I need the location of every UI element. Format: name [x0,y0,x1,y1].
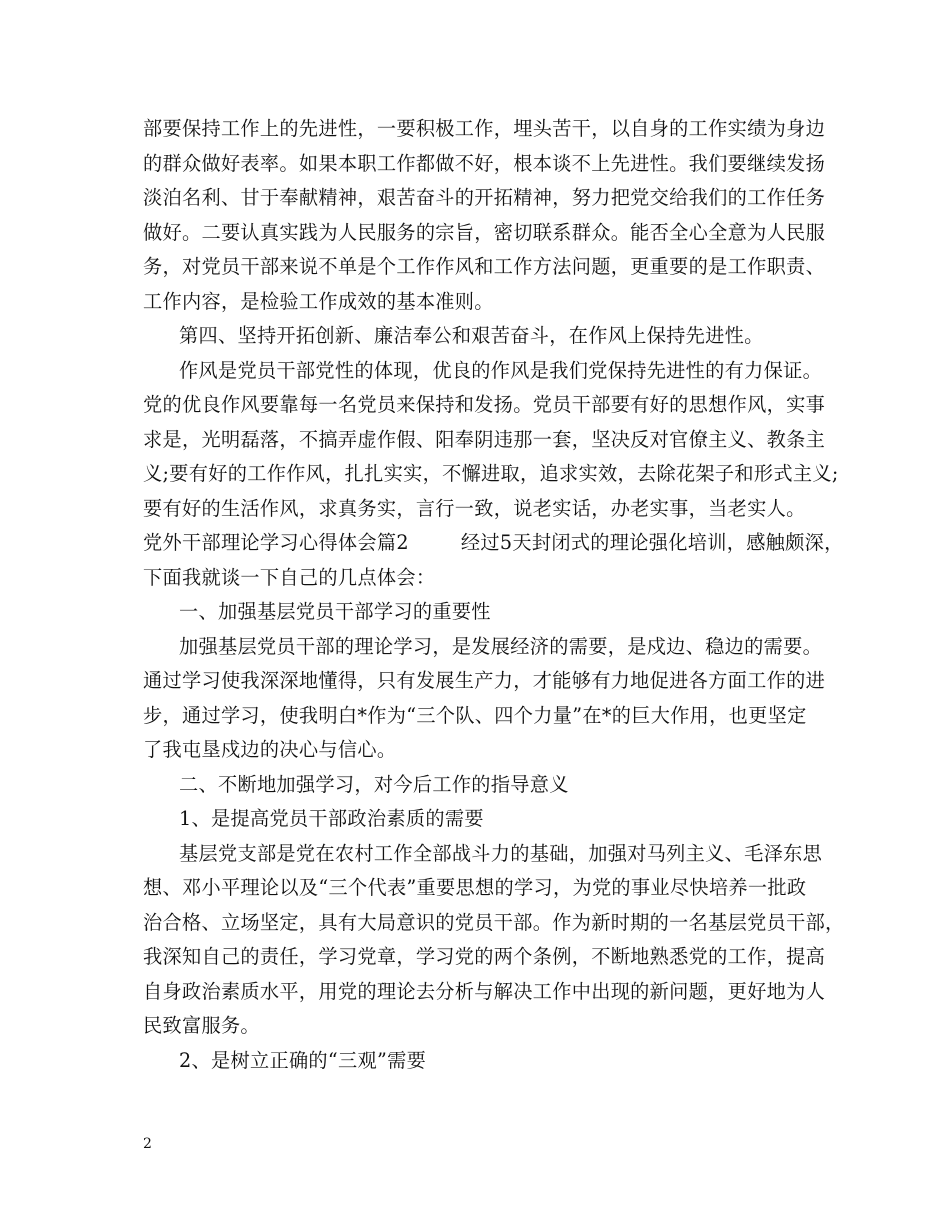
text-line: 步，通过学习，使我明白*作为“三个队、四个力量”在*的巨大作用，也更坚定 [143,703,807,727]
text-line: 了我屯垦戍边的决心与信心。 [143,738,397,761]
text-line: 下面我就谈一下自己的几点体会： [143,565,436,589]
subsection-heading: 1、是提高党员干部政治素质的需要 [179,807,484,830]
section-heading: 二、不断地加强学习，对今后工作的指导意义 [179,772,569,796]
text-line: 作风是党员干部党性的体现，优良的作风是我们党保持先进性的有力保证。 [179,358,823,382]
text-line: 治合格、立场坚定，具有大局意识的党员干部。作为新时期的一名基层党员干部， [143,910,845,934]
text-line: 求是，光明磊落，不搞弄虚作假、阳奉阴违那一套，坚决反对官僚主义、教条主 [143,427,826,451]
document-body [143,112,845,1078]
text-line: 想、邓小平理论以及“三个代表”重要思想的学习，为党的事业尽快培养一批政 [143,876,807,899]
text-line: 部要保持工作上的先进性，一要积极工作，埋头苦干，以自身的工作实绩为身边 [143,117,826,140]
page-number: 2 [143,1136,152,1152]
text-line: 党的优良作风要靠每一名党员来保持和发扬。党员干部要有好的思想作风，实事 [143,393,826,416]
text-line: 做好。二要认真实践为人民服务的宗旨，密切联系群众。能否全心全意为人民服 [143,220,826,244]
text-line: 淡泊名利、甘于奉献精神，艰苦奋斗的开拓精神，努力把党交给我们的工作任务 [143,186,826,209]
article-title: 党外干部理论学习心得体会篇2 [143,531,409,554]
text-line: 义;要有好的工作作风，扎扎实实，不懈进取，追求实效，去除花架子和形式主义; [143,462,839,485]
text-line: 民致富服务。 [143,1014,260,1037]
section-heading: 第四、坚持开拓创新、廉洁奉公和艰苦奋斗，在作风上保持先进性。 [179,324,764,347]
text-line: 基层党支部是党在农村工作全部战斗力的基础，加强对马列主义、毛泽东思 [179,841,823,865]
text-line: 自身政治素质水平，用党的理论去分析与解决工作中出现的新问题，更好地为人 [143,979,826,1003]
article-title-line [143,526,844,561]
article-intro: 经过5天封闭式的理论强化培训，感触颇深， [460,531,844,554]
text-line: 我深知自己的责任，学习党章，学习党的两个条例，不断地熟悉党的工作，提高 [143,945,826,968]
text-line: 要有好的生活作风，求真务实，言行一致，说老实话，办老实事，当老实人。 [143,496,806,520]
subsection-heading: 2、是树立正确的“三观”需要 [179,1048,427,1072]
text-line: 务，对党员干部来说不单是个工作作风和工作方法问题，更重要的是工作职责、 [143,255,826,278]
text-line: 工作内容，是检验工作成效的基本准则。 [143,289,494,313]
text-line: 的群众做好表率。如果本职工作都做不好，根本谈不上先进性。我们要继续发扬 [143,151,826,175]
section-heading: 一、加强基层党员干部学习的重要性 [179,600,491,623]
text-line: 通过学习使我深深地懂得，只有发展生产力，才能够有力地促进各方面工作的进 [143,669,826,692]
text-line: 加强基层党员干部的理论学习，是发展经济的需要，是戍边、稳边的需要。 [179,634,823,658]
